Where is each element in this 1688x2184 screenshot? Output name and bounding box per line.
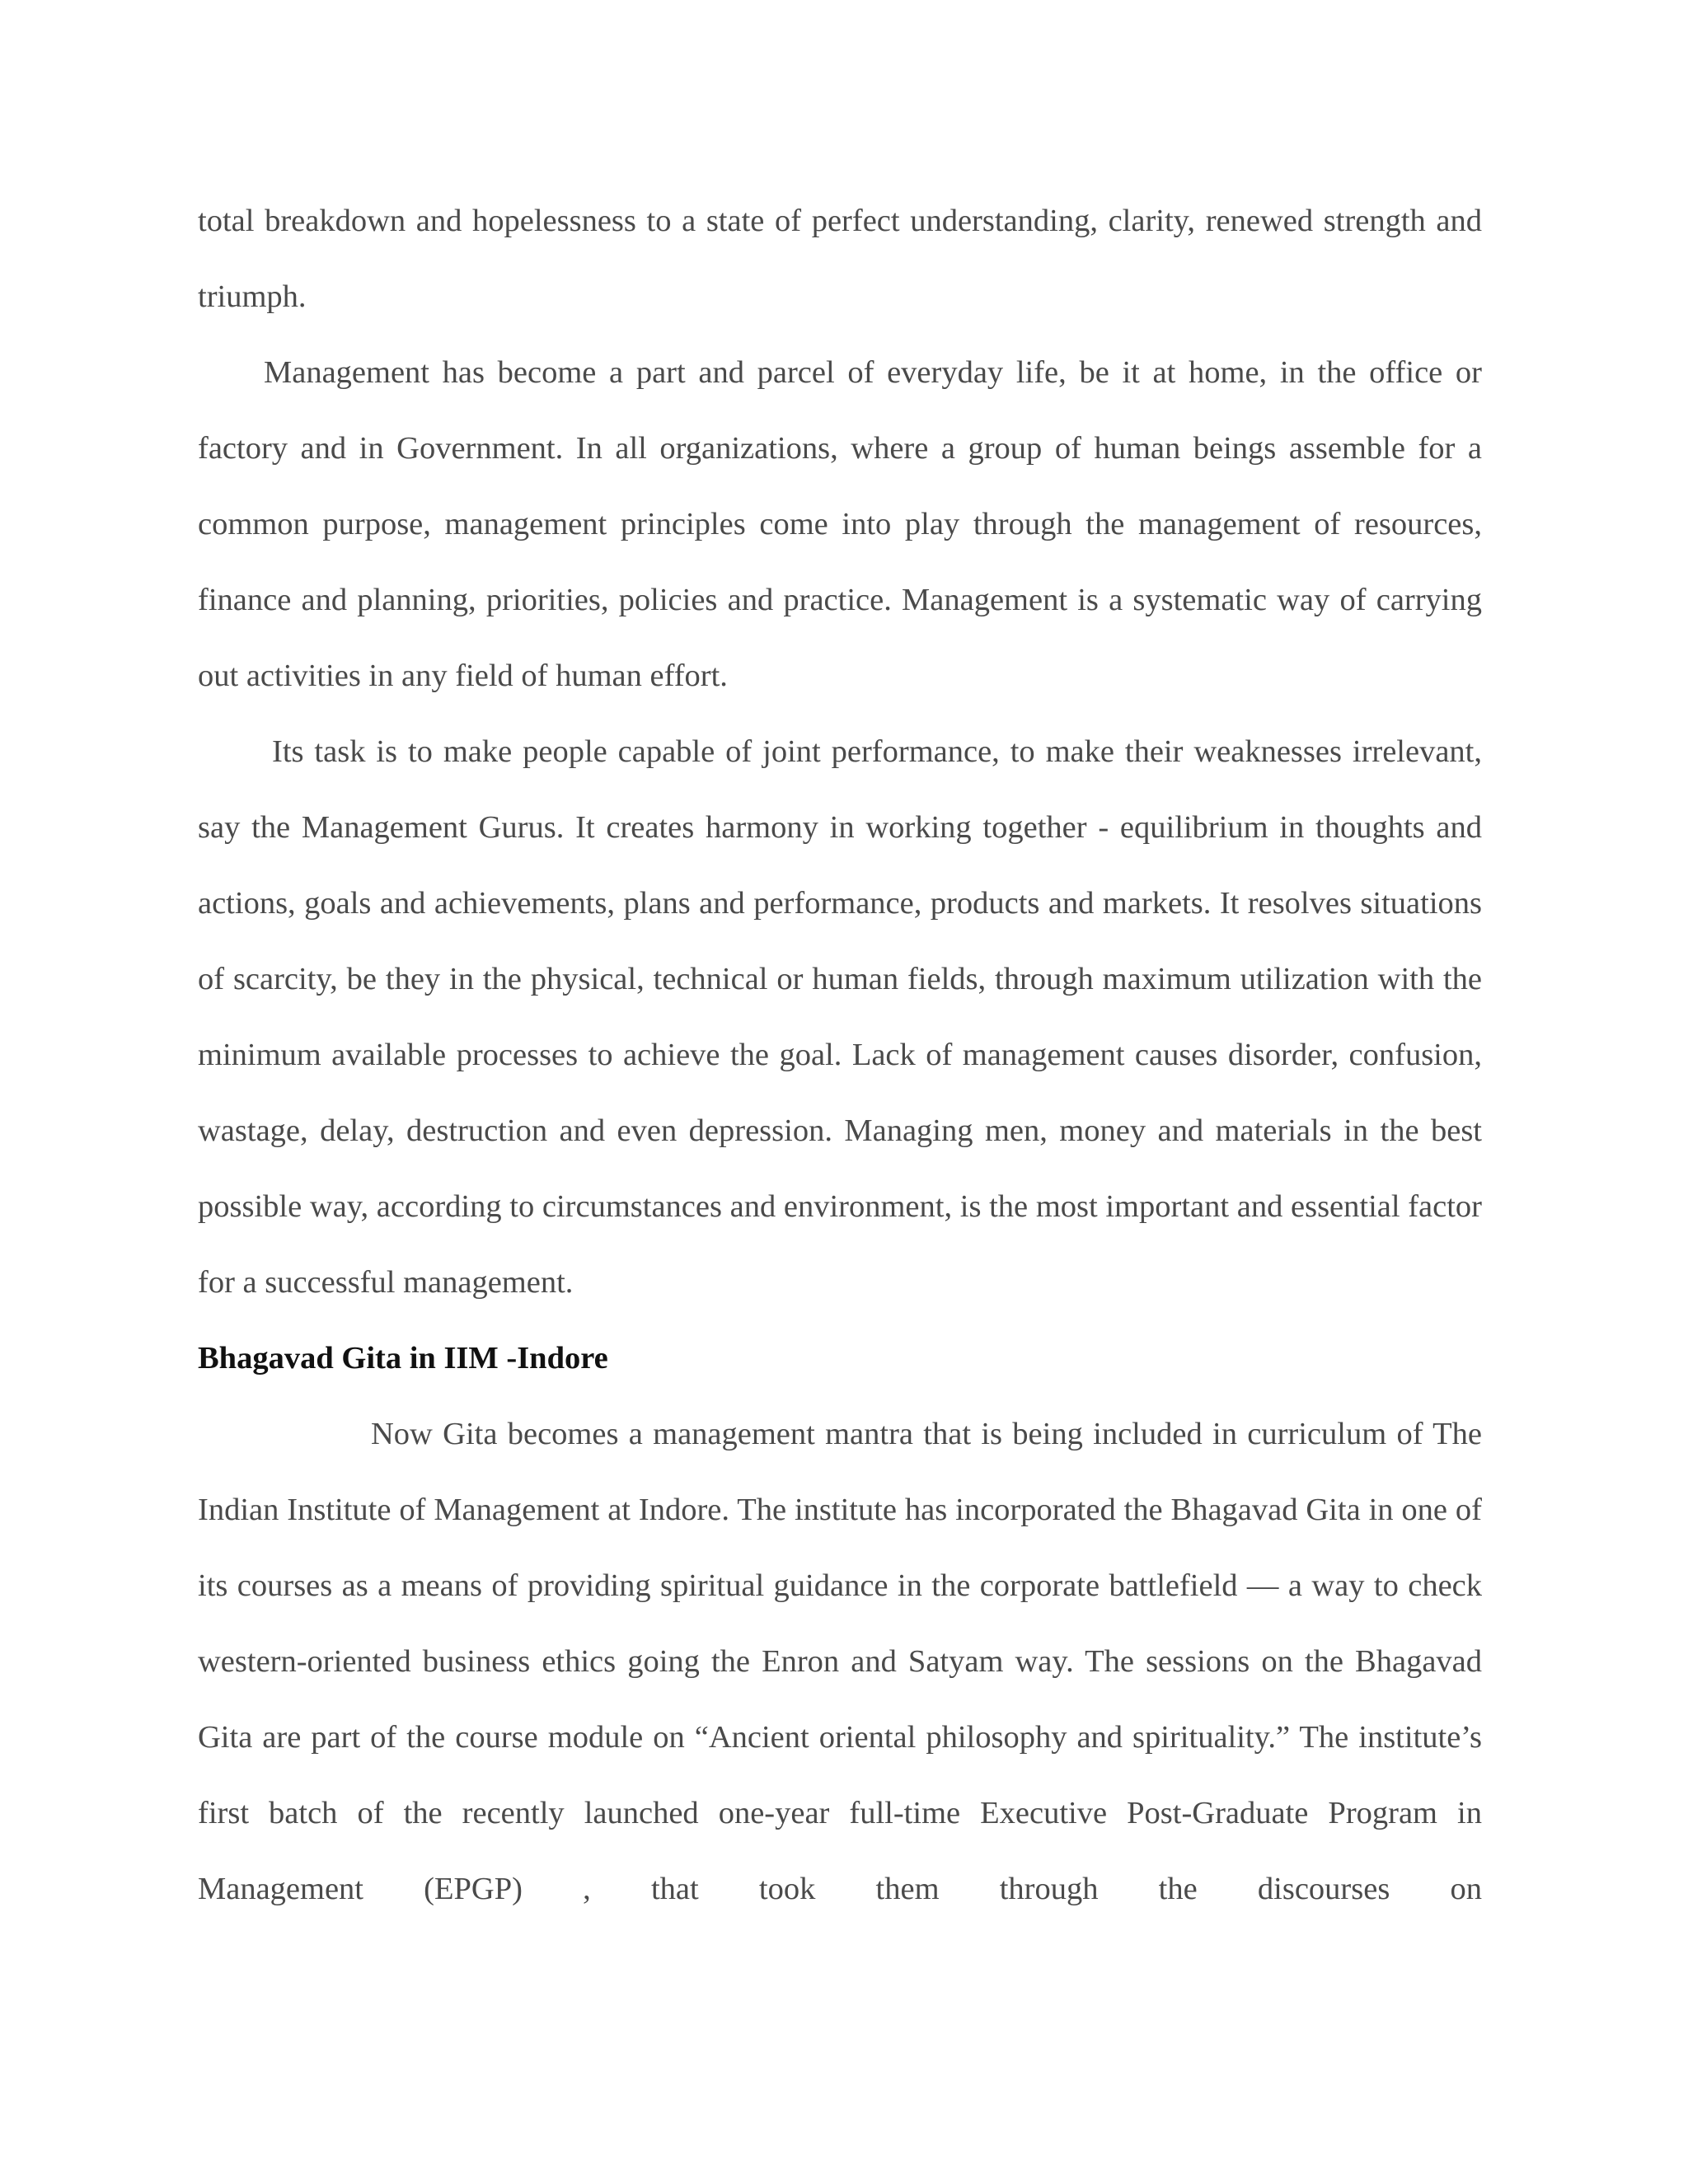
paragraph-continuation: total breakdown and hopelessness to a state of perfect understanding, clarity, renewed strength and triumph. [198,204,1482,314]
paragraph-management-task: Its task is to make people capable of joint performance, to make their weaknesses irrelevant, say the Management Gurus. It creates harmony in working together - equilibrium in thoughts and actions, goals and achievements, plans and performance, products and markets. It resolves situations of scarcity, be they in the physical, technical or human fields, through maximum utilization with the minimum available processes to achieve the goal. Lack of management causes disorder, confusion, wastage, delay, destruction and even depression. Managing men, money and materials in the best possible way, according to circumstances and environment, is the most important and essential factor for a successful management. [198,734,1482,1300]
body-text [198,183,1482,1927]
paragraph-management-everyday: Management has become a part and parcel of everyday life, be it at home, in the office or factory and in Government. In all organizations, where a group of human beings assemble for a common purpose, management principles come into play through the management of resources, finance and planning, priorities, policies and practice. Management is a systematic way of carrying out activities in any field of human effort. [198,355,1482,693]
paragraph-gita-iim: Now Gita becomes a management mantra that is being included in curriculum of The Indian Institute of Management at Indore. The institute has incorporated the Bhagavad Gita in one of its courses as a means of providing spiritual guidance in the corporate battlefield — a way to check western-oriented business ethics going the Enron and Satyam way. The sessions on the Bhagavad Gita are part of the course module on “Ancient oriental philosophy and spirituality.” The institute’s first batch of the recently launched one-year full-time Executive Post-Graduate Program in Management (EPGP) , that took them through the discourses on [198,1417,1482,1906]
section-heading: Bhagavad Gita in IIM -Indore [198,1341,608,1376]
